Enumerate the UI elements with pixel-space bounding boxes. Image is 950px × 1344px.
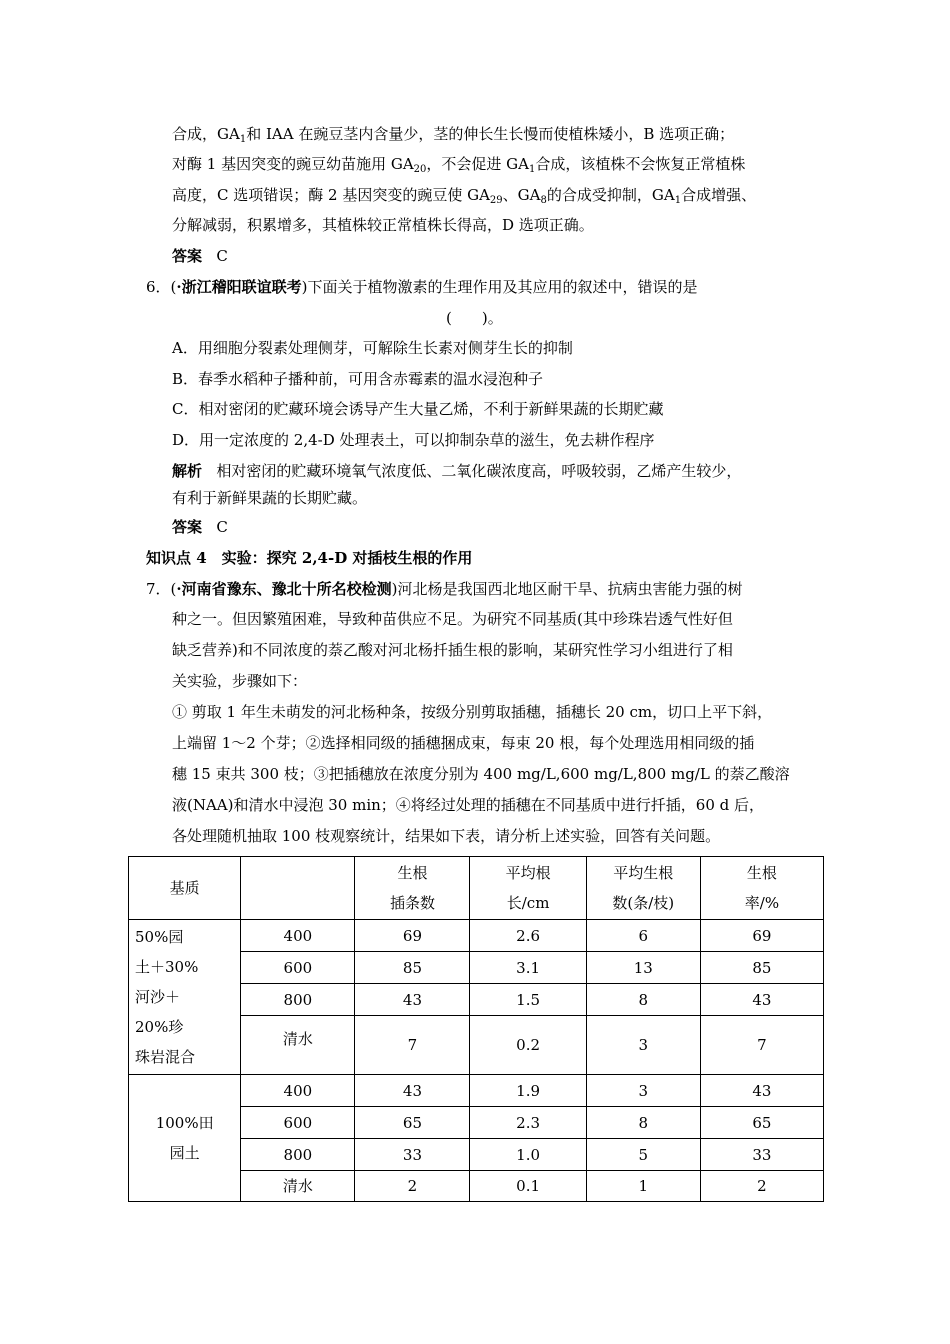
cell-length: 1.0 — [470, 1139, 586, 1171]
cell-roots: 8 — [586, 984, 700, 1016]
question-6-stem: 6．(·浙江稽阳联谊联考)下面关于植物激素的生理作用及其应用的叙述中，错误的是 — [146, 278, 698, 296]
header-avg-root-number: 平均生根 数(条/枝) — [586, 857, 700, 920]
question-6-analysis: 解析 相对密闭的贮藏环境氧气浓度低、二氧化碳浓度高，呼吸较弱，乙烯产生较少， — [172, 462, 742, 480]
cell-roots: 6 — [586, 920, 700, 952]
cell-conc: 清水 — [241, 1171, 355, 1202]
question-7-steps-2: 上端留 1～2 个芽；②选择相同级的插穗捆成束，每束 20 根，每个处理选用相同级的插 — [172, 734, 755, 752]
cell-rate: 33 — [700, 1139, 823, 1171]
cell-rate: 2 — [700, 1171, 823, 1202]
analysis-line-3: 高度，C 选项错误；酶 2 基因突变的豌豆使 $GA_{29}$、$GA_8$的合成受抑制，$GA_1$合成增强、 — [172, 186, 757, 206]
question-7-steps-4: 液(NAA)和清水中浸泡 30 min；④将经过处理的插穗在不同基质中进行扦插，60 d 后， — [172, 796, 765, 814]
cell-length: 0.1 — [470, 1171, 586, 1202]
question-7-steps-3: 穗 15 束共 300 枝；③把插穗放在浓度分别为 400 mg/L,600 mg/L,800 mg/L 的萘乙酸溶 — [172, 765, 790, 783]
header-concentration — [241, 857, 355, 920]
option-a: A．用细胞分裂素处理侧芽，可解除生长素对侧芽生长的抑制 — [172, 339, 573, 357]
cell-conc: 400 — [241, 1075, 355, 1107]
cell-rate: 69 — [700, 920, 823, 952]
results-table — [128, 856, 824, 1202]
cell-rate: 7 — [700, 1016, 823, 1075]
option-b: B．春季水稻种子播种前，可用含赤霉素的温水浸泡种子 — [172, 370, 544, 388]
cell-rate: 43 — [700, 1075, 823, 1107]
option-d: D．用一定浓度的 2,4-D 处理表土，可以抑制杂草的滋生，免去耕作程序 — [172, 431, 655, 449]
cell-rate: 85 — [700, 952, 823, 984]
cell-count: 43 — [355, 984, 470, 1016]
cell-count: 69 — [355, 920, 470, 952]
cell-count: 2 — [355, 1171, 470, 1202]
header-rooted-count: 生根 插条数 — [355, 857, 470, 920]
table-row — [129, 1075, 824, 1107]
cell-conc: 600 — [241, 1107, 355, 1139]
substrate-group-1: 50%园 土＋30% 河沙＋ 20%珍 珠岩混合 — [129, 920, 241, 1075]
cell-rate: 43 — [700, 984, 823, 1016]
header-substrate: 基质 — [129, 857, 241, 920]
cell-roots: 8 — [586, 1107, 700, 1139]
cell-length: 1.5 — [470, 984, 586, 1016]
cell-length: 0.2 — [470, 1016, 586, 1075]
question-6-answer: 答案 C — [172, 518, 228, 536]
table-row — [129, 920, 824, 952]
cell-conc: 清水 — [241, 1016, 355, 1075]
cell-roots: 5 — [586, 1139, 700, 1171]
cell-conc: 800 — [241, 984, 355, 1016]
cell-count: 33 — [355, 1139, 470, 1171]
question-6-analysis-cont: 有利于新鲜果蔬的长期贮藏。 — [172, 489, 368, 507]
cell-count: 85 — [355, 952, 470, 984]
cell-length: 3.1 — [470, 952, 586, 984]
cell-count: 65 — [355, 1107, 470, 1139]
cell-roots: 3 — [586, 1016, 700, 1075]
cell-roots: 13 — [586, 952, 700, 984]
cell-length: 2.6 — [470, 920, 586, 952]
question-7-stem-4: 关实验，步骤如下： — [172, 672, 308, 690]
question-7-steps-1: ① 剪取 1 年生未萌发的河北杨种条，按级分别剪取插穗，插穗长 20 cm，切口上平下斜， — [172, 703, 773, 721]
question-7-stem-2: 种之一。但因繁殖困难，导致种苗供应不足。为研究不同基质(其中珍珠岩透气性好但 — [172, 610, 733, 628]
header-avg-root-length: 平均根 长/cm — [470, 857, 586, 920]
analysis-line-1: 合成，$GA_1$和 IAA 在豌豆茎内含量少，茎的伸长生长慢而使植株矮小，B 选项正确； — [172, 125, 735, 145]
question-7-stem-3: 缺乏营养)和不同浓度的萘乙酸对河北杨扦插生根的影响，某研究性学习小组进行了相 — [172, 641, 733, 659]
header-rooting-rate: 生根 率/% — [700, 857, 823, 920]
cell-length: 1.9 — [470, 1075, 586, 1107]
answer-line-5: 答案 C — [172, 247, 228, 265]
cell-roots: 1 — [586, 1171, 700, 1202]
analysis-line-2: 对酶 1 基因突变的豌豆幼苗施用 $GA_{20}$，不会促进 $GA_1$合成，该植株不会恢复正常植株 — [172, 155, 746, 175]
substrate-group-2: 100%田 园土 — [129, 1075, 241, 1202]
question-7-steps-5: 各处理随机抽取 100 枝观察统计，结果如下表，请分析上述实验，回答有关问题。 — [172, 827, 721, 845]
analysis-line-4: 分解减弱，积累增多，其植株较正常植株长得高，D 选项正确。 — [172, 216, 594, 234]
table-header-row — [129, 857, 824, 920]
cell-count: 43 — [355, 1075, 470, 1107]
question-7-stem: 7．(·河南省豫东、豫北十所名校检测)河北杨是我国西北地区耐干旱、抗病虫害能力强的树 — [146, 580, 743, 598]
cell-conc: 400 — [241, 920, 355, 952]
knowledge-point-heading: 知识点 4 实验：探究 2,4-D 对插枝生根的作用 — [146, 549, 473, 567]
cell-roots: 3 — [586, 1075, 700, 1107]
cell-conc: 600 — [241, 952, 355, 984]
cell-length: 2.3 — [470, 1107, 586, 1139]
option-c: C．相对密闭的贮藏环境会诱导产生大量乙烯，不利于新鲜果蔬的长期贮藏 — [172, 400, 664, 418]
cell-rate: 65 — [700, 1107, 823, 1139]
question-6-blank: ( )。 — [446, 309, 503, 327]
cell-count: 7 — [355, 1016, 470, 1075]
cell-conc: 800 — [241, 1139, 355, 1171]
